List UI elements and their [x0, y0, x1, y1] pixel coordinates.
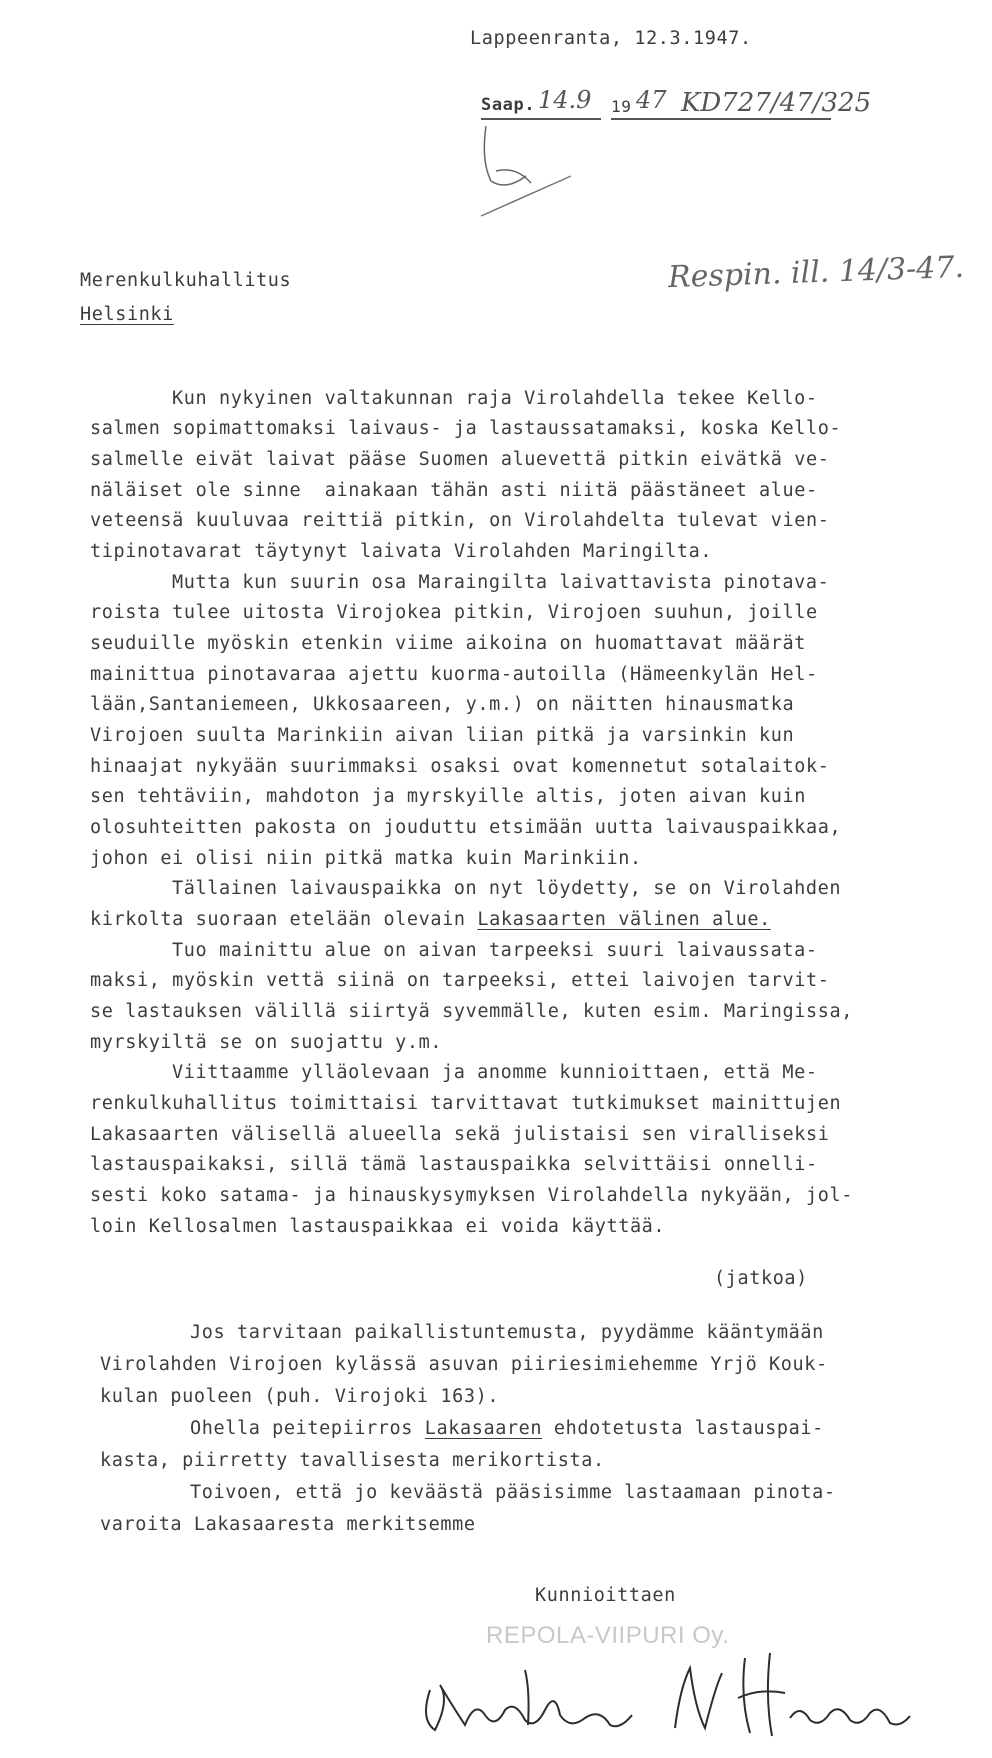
body-line-6: tipinotavarat täytynyt laivata Virolahden Maringilta. — [90, 541, 713, 562]
stamp-underline-1 — [481, 118, 601, 120]
body2-line-7: varoita Lakasaaresta merkitsemme — [100, 1514, 476, 1535]
body-line-15: olosuhteitten pakosta on jouduttu etsimään uutta laivauspaikkaa, — [90, 817, 842, 838]
body2-line-3: kulan puoleen (puh. Virojoki 163). — [100, 1386, 500, 1407]
body-line-24: renkulkuhallitus toimittaisi tarvittavat tutkimukset mainittujen — [90, 1093, 842, 1114]
company-stamp: REPOLA-VIIPURI Oy. — [486, 1622, 730, 1649]
handwritten-note: Respin. ill. 14/3-47. — [667, 249, 965, 296]
body-line-1: Kun nykyinen valtakunnan raja Virolahdella tekee Kello- — [172, 388, 818, 409]
body-line-4: näläiset ole sinne ainakaan tähän asti niitä päästäneet alue- — [90, 480, 818, 501]
place-date: Lappeenranta, 12.3.1947. — [470, 28, 752, 49]
body-line-3: salmelle eivät laivat pääse Suomen aluevettä pitkin eivätkä ve- — [90, 449, 830, 470]
body-line-20: maksi, myöskin vettä siinä on tarpeeksi, ettei laivojen tarvit- — [90, 970, 830, 991]
lakasaaren-word: Lakasaaren — [424, 1418, 543, 1439]
body2-line-5: kasta, piirretty tavallisesta merikortista. — [100, 1450, 605, 1471]
continued-label: (jatkoa) — [714, 1268, 808, 1289]
underlined-phrase: Lakasaarten välinen alue. — [477, 909, 771, 930]
stamp-day-month: 14.9 — [538, 86, 592, 114]
body-line-14: sen tehtäviin, mahdoton ja myrskyille altis, joten aivan kuin — [90, 786, 807, 807]
body-line-9: seuduille myöskin etenkin viime aikoina on huomattavat määrät — [90, 633, 807, 654]
body-line-13: hinaajat nykyään suurimmaksi osaksi ovat komennetut sotalaitok- — [90, 756, 830, 777]
body-line-12: Virojoen suulta Marinkiin aivan liian pitkä ja varsinkin kun — [90, 725, 795, 746]
closing-regards: Kunnioittaen — [535, 1585, 676, 1606]
body-line-23: Viittaamme ylläolevaan ja anomme kunnioittaen, että Me- — [172, 1062, 818, 1083]
body-line-7: Mutta kun suurin osa Maraingilta laivattavista pinotava- — [172, 572, 830, 593]
body-line-21: se lastauksen välillä siirtyä syvemmälle, kuten esim. Maringissa, — [90, 1001, 853, 1022]
body-line-19: Tuo mainittu alue on aivan tarpeeksi suuri laivaussata- — [172, 940, 818, 961]
signature-2 — [660, 1628, 920, 1748]
body-line-11: lään,Santaniemeen, Ukkosaareen, y.m.) on näitten hinausmatka — [90, 694, 795, 715]
stamp-year-prefix: 19 — [611, 97, 632, 116]
stamp-initial-mark — [476, 121, 596, 221]
stamp-reference: KD727/47/325 — [681, 88, 872, 118]
stamp-label: Saap. — [481, 95, 536, 115]
body-line-25: Lakasaarten välisellä alueella sekä julistaisi sen viralliseksi — [90, 1124, 830, 1145]
stamp-underline-2 — [611, 118, 831, 120]
receipt-stamp — [476, 86, 956, 216]
body2-line-6: Toivoen, että jo keväästä pääsisimme lastaamaan pinota- — [190, 1482, 836, 1503]
body-line-18 — [90, 909, 771, 931]
lakasaaren-rest: ehdotetusta lastauspai- — [542, 1418, 824, 1439]
body-line-16: johon ei olisi niin pitkä matka kuin Marinkiin. — [90, 848, 642, 869]
stamp-year-suffix: 47 — [636, 86, 667, 114]
body-line-8: roista tulee uitosta Virojokea pitkin, Virojoen suuhun, joille — [90, 602, 818, 623]
body-line-28: loin Kellosalmen lastauspaikkaa ei voida käyttää. — [90, 1216, 666, 1237]
body-line-17: Tällainen laivauspaikka on nyt löydetty, se on Virolahden — [172, 878, 842, 899]
body-line-18-text: kirkolta suoraan etelään olevain — [90, 909, 478, 930]
body-line-10: mainittua pinotavaraa ajettu kuorma-autoilla (Hämeenkylän Hel- — [90, 664, 818, 685]
recipient-city: Helsinki — [80, 304, 174, 325]
body2-line-2: Virolahden Virojoen kylässä asuvan piiriesimiehemme Yrjö Kouk- — [100, 1354, 828, 1375]
body2-line-1: Jos tarvitaan paikallistuntemusta, pyydämme kääntymään — [190, 1322, 824, 1343]
body-line-26: lastauspaikaksi, sillä tämä lastauspaikka selvittäisi onnelli- — [90, 1154, 818, 1175]
body2-line-4-text: Ohella peitepiirros — [190, 1418, 425, 1439]
body-line-27: sesti koko satama- ja hinauskysymyksen Virolahdella nykyään, jol- — [90, 1185, 853, 1206]
body-line-22: myrskyiltä se on suojattu y.m. — [90, 1032, 443, 1053]
signature-1 — [410, 1630, 650, 1750]
body-line-5: veteensä kuuluvaa reittiä pitkin, on Virolahdelta tulevat vien- — [90, 510, 830, 531]
body-line-2: salmen sopimattomaksi laivaus- ja lastaussatamaksi, koska Kello- — [90, 418, 842, 439]
recipient-name: Merenkulkuhallitus — [80, 270, 292, 291]
body2-line-4 — [190, 1418, 824, 1440]
